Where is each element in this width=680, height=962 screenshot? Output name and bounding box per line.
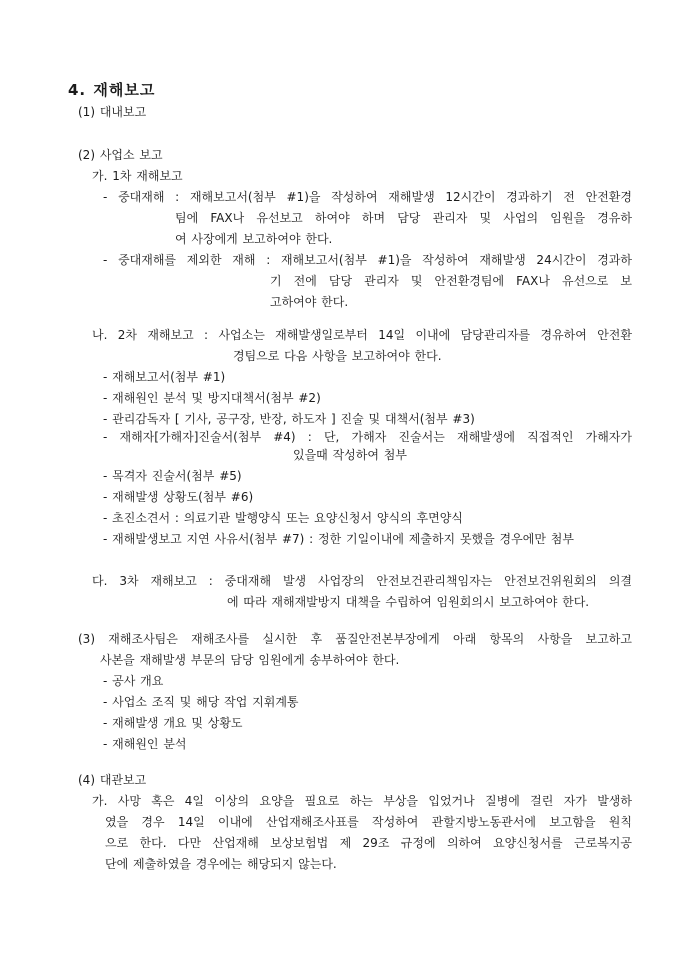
- text-line: (4) 대관보고: [78, 773, 147, 787]
- text-line: (3) 재해조사팀은 재해조사를 실시한 후 품질안전본부장에게 아래 항목의 사항을 보고하고: [78, 632, 632, 646]
- text-line: 단에 제출하였을 경우에는 해당되지 않는다.: [105, 857, 337, 871]
- text-line: 에 따라 재해재발방지 대책을 수립하여 임원회의시 보고하여야 한다.: [227, 595, 590, 609]
- text-line: 으로 한다. 다만 산업재해 보상보험법 제 29조 규정에 의하여 요양신청서를 근로복지공: [105, 836, 632, 850]
- text-line: 있을때 작성하여 첨부: [293, 448, 407, 462]
- blank-line: [0, 123, 680, 145]
- text-line: - 관리감독자 [ 기사, 공구장, 반장, 하도자 ] 진술 및 대책서(첨부 #3): [103, 412, 475, 426]
- text-line: - 사업소 조직 및 해당 작업 지휘계통: [103, 695, 299, 709]
- text-line: - 재해발생 개요 및 상황도: [103, 716, 243, 730]
- text-line: - 목격자 진술서(첨부 #5): [103, 469, 242, 483]
- blank-line: [0, 550, 680, 571]
- text-line: 사본을 재해발생 부문의 담당 임원에게 송부하여야 한다.: [100, 653, 400, 667]
- text-line: - 재해원인 분석 및 방지대책서(첨부 #2): [103, 391, 321, 405]
- text-line: 가. 사망 혹은 4일 이상의 요양을 필요로 하는 부상을 입었거나 질병에 걸린 자가 발생하: [92, 794, 632, 808]
- text-line: - 중대재해를 제외한 재해 : 재해보고서(첨부 #1)을 작성하여 재해발생 24시간이 경과하: [103, 253, 632, 267]
- document-body: [0, 78, 680, 875]
- blank-line: [0, 313, 680, 325]
- text-line: (1) 대내보고: [78, 105, 147, 119]
- text-line: - 초진소견서 : 의료기관 발행양식 또는 요양신청서 양식의 후면양식: [103, 511, 463, 525]
- text-line: 나. 2차 재해보고 : 사업소는 재해발생일로부터 14일 이내에 담당관리자를 경유하여 안전환: [92, 328, 632, 342]
- text-line: - 재해자[가해자]진술서(첨부 #4) : 단, 가해자 진술서는 재해발생에 직접적인 가해자가: [103, 430, 632, 444]
- text-line: 경팀으로 다음 사항을 보고하여야 한다.: [233, 349, 442, 363]
- text-line: 기 전에 담당 관리자 및 안전환경팀에 FAX나 유선으로 보: [270, 274, 632, 288]
- text-line: - 재해발생보고 지연 사유서(첨부 #7) : 정한 기일이내에 제출하지 못했을 경우에만 첨부: [103, 532, 574, 546]
- text-line: 다. 3차 재해보고 : 중대재해 발생 사업장의 안전보건관리책임자는 안전보건위원회의 의결: [92, 574, 632, 588]
- blank-line: [0, 755, 680, 770]
- text-line: - 중대재해 : 재해보고서(첨부 #1)을 작성하여 재해발생 12시간이 경과하기 전 안전환경: [103, 190, 632, 204]
- text-line: (2) 사업소 보고: [78, 148, 163, 162]
- text-line: 였을 경우 14일 이내에 산업재해조사표를 작성하여 관할지방노동관서에 보고함을 원칙: [105, 815, 632, 829]
- text-line: - 재해보고서(첨부 #1): [103, 370, 226, 384]
- page-title: 4. 재해보고: [68, 81, 156, 99]
- blank-line: [0, 613, 680, 629]
- text-line: 여 사장에게 보고하여야 한다.: [175, 232, 333, 246]
- text-line: 고하여야 한다.: [270, 295, 349, 309]
- text-line: - 공사 개요: [103, 674, 164, 688]
- text-line: - 재해발생 상황도(첨부 #6): [103, 490, 254, 504]
- text-line: - 재해원인 분석: [103, 737, 187, 751]
- text-line: 팀에 FAX나 유선보고 하여야 하며 담당 관리자 및 사업의 임원을 경유하: [175, 211, 632, 225]
- text-line: 가. 1차 재해보고: [92, 169, 183, 183]
